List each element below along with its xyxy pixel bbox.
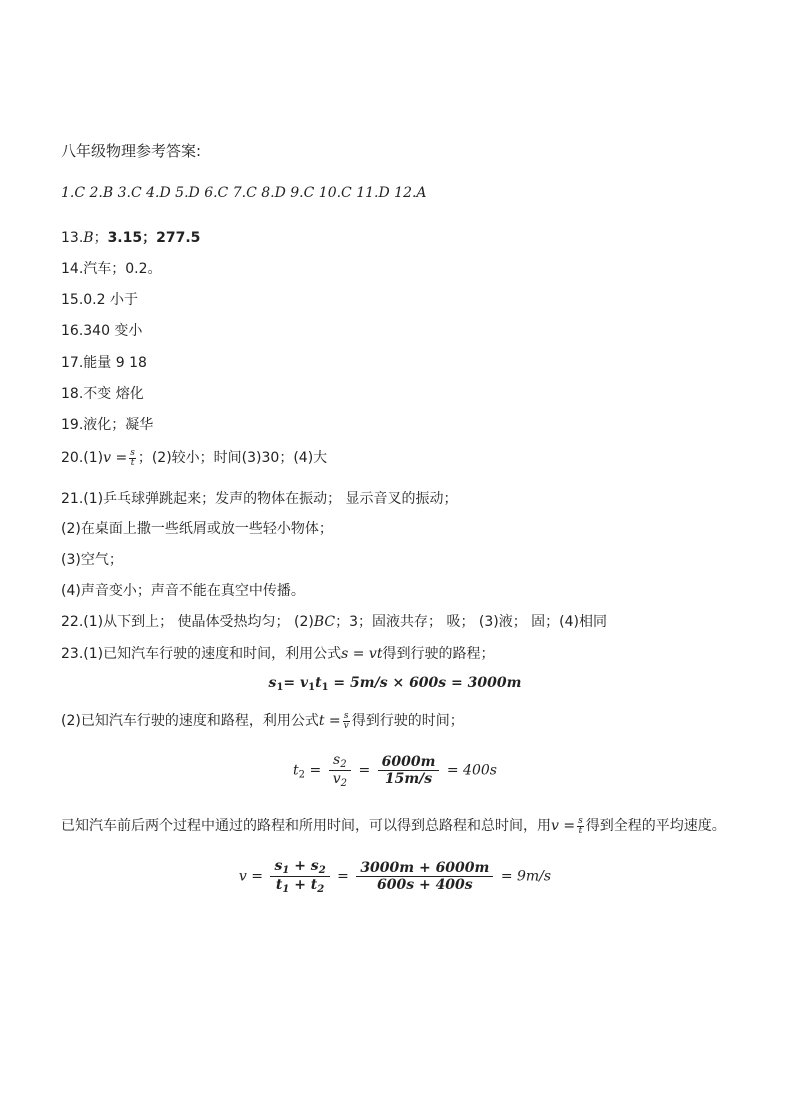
equation-distance: $s_1= v_1t_1 = 5m/s \times 600s = 3000m$ (268, 675, 522, 693)
answer-21-line-4: (4)声音变小；声音不能在真空中传播。 (61, 583, 305, 599)
answer-16: 16.340 变小 (61, 323, 143, 339)
answer-21-line-2: (2)在桌面上撒一些纸屑或放一些轻小物体； (61, 521, 333, 537)
answer-18: 18.不变 熔化 (61, 386, 144, 402)
fraction-sum-s-over-sum-t: $\frac{s_1 + s_2}{t_1 + t_2}$ (270, 858, 329, 895)
answer-23-line-1: 23.(1)已知汽车行驶的速度和时间，利用公式s = vt得到行驶的路程； (61, 646, 495, 662)
equation-time: $t_2$ = $\frac{s_2}{v_2}$ = $\frac{6000m}{15m/s}$ = 400s (293, 752, 497, 789)
fraction-s2-v2: $\frac{s_2}{v_2}$ (329, 752, 351, 789)
answer-21-line-1: 21.(1)乒乓球弹跳起来；发声的物体在振动； 显示音叉的振动； (61, 491, 458, 507)
multiple-choice-answers: 1.C 2.B 3.C 4.D 5.D 6.C 7.C 8.D 9.C 10.C 11.D 12.A (61, 185, 427, 201)
answer-17: 17.能量 9 18 (61, 355, 147, 371)
answer-20: 20.(1)v = $\frac{s}{t}$ ；(2)较小；时间(3)30；(4)大 (61, 447, 328, 468)
answer-15: 15.0.2 小于 (61, 292, 138, 308)
answer-23-line-2: (2)已知汽车行驶的速度和路程，利用公式t = $\frac{s}{v}$ 得到行驶的时间； (61, 710, 464, 731)
answer-19: 19.液化；凝华 (61, 417, 154, 433)
answer-23-line-3: 已知汽车前后两个过程中通过的路程和所用时间，可以得到总路程和总时间，用v = $\frac{s}{t}$ 得到全程的平均速度。 (61, 815, 726, 836)
answer-13: 13.B；3.15；277.5 (61, 230, 201, 246)
answer-22: 22.(1)从下到上； 使晶体受热均匀； (2)BC；3；固液共存； 吸； (3)液； 固；(4)相同 (61, 614, 608, 630)
time-formula-fraction: $\frac{s}{v}$ (343, 710, 349, 731)
avg-speed-formula-fraction: $\frac{s}{t}$ (578, 815, 583, 836)
fraction-total-values: $\frac{3000m + 6000m}{600s + 400s}$ (356, 860, 493, 893)
page-title: 八年级物理参考答案: (61, 142, 202, 160)
answer-14: 14.汽车；0.2。 (61, 261, 162, 277)
fraction-values: $\frac{6000m}{15m/s}$ (378, 754, 440, 787)
equation-average-speed: v = $\frac{s_1 + s_2}{t_1 + t_2}$ = $\frac{3000m + 6000m}{600s + 400s}$ = 9m/s (238, 858, 552, 895)
speed-formula-fraction: $\frac{s}{t}$ (130, 447, 135, 468)
answer-21-line-3: (3)空气； (61, 552, 123, 568)
